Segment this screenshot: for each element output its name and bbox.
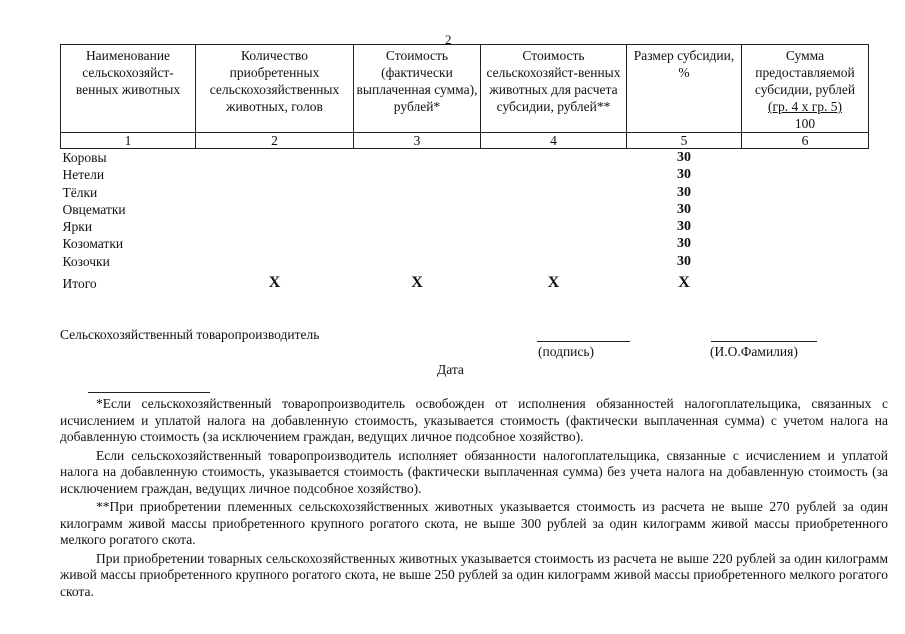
footnote-paragraph: **При приобретении племенных сельскохозяйственных животных указывается стоимость из расчета не выше 270 рублей за один килограмм живой массы приобретенного крупного рогатого скота, не выше 300 рублей за один килограмм живой массы приобретенного мелкого рогатого скота. (60, 499, 888, 547)
subsidy-percent: 30 (677, 236, 691, 252)
total-cross-mark: Х (411, 274, 423, 292)
subsidy-table (60, 44, 869, 293)
column-number: 3 (354, 133, 481, 149)
animal-name: Козоматки (62, 236, 124, 252)
footnote-paragraph: При приобретении товарных сельскохозяйственных животных указывается стоимость из расчета не выше 220 рублей за один килограмм живой массы приобретенного крупного рогатого скота, не выше 250 рублей за один килограмм живой массы приобретенного мелкого рогатого скота. (60, 550, 888, 599)
total-row (61, 270, 869, 293)
subsidy-percent: 30 (677, 184, 691, 200)
table-row (61, 235, 869, 252)
column-number: 2 (196, 133, 354, 149)
column-number-row (61, 133, 869, 149)
signature-caption: (подпись) (538, 344, 595, 359)
page-number: 2 (445, 32, 452, 47)
header-cost-paid: Стоимость (фактически выплаченная сумма), рублей* (354, 45, 481, 133)
subsidy-percent: 30 (677, 253, 691, 269)
animal-name: Овцематки (62, 201, 126, 217)
total-cross-mark: Х (268, 274, 281, 292)
column-number: 6 (742, 133, 869, 149)
header-quantity: Количество приобретенных сельскохозяйственных животных, голов (196, 45, 354, 133)
subsidy-percent: 30 (677, 201, 691, 217)
subsidy-percent: 30 (677, 150, 691, 165)
table-row (61, 201, 869, 218)
footnote-paragraph: Если сельскохозяйственный товаропроизводитель исполняет обязанности налогоплательщика, связанные с исчислением и уплатой налога на добавленную стоимость, указывается стоимость (фактически выплаченная сумма) без учета налога на добавленную стоимость (за исключением граждан, ведущих личное подсобное хозяйство). (60, 447, 888, 496)
animal-name: Коровы (62, 150, 107, 165)
subsidy-percent: 30 (677, 219, 691, 235)
total-label: Итого (62, 275, 97, 291)
header-cost-for-subsidy: Стоимость сельскохозяйст-венных животных для расчета субсидии, рублей** (481, 45, 627, 133)
column-number: 4 (481, 133, 627, 149)
table-row (61, 166, 869, 183)
header-subsidy-formula: (гр. 4 х гр. 5) (767, 99, 843, 114)
column-number: 1 (61, 133, 196, 149)
footnote-separator (88, 392, 210, 393)
header-row (61, 45, 869, 133)
footnote-paragraph: *Если сельскохозяйственный товаропроизводитель освобожден от исполнения обязанностей налогоплательщика, связанных с исчислением и уплатой налога на добавленную стоимость, указывается стоимость (фактически выплаченная сумма) с учетом налога на добавленную стоимость (за исключением граждан, ведущих личное подсобное хозяйство). (60, 396, 888, 444)
table-row (61, 218, 869, 235)
animal-name: Нетели (62, 167, 105, 183)
header-subsidy-percent: Размер субсидии, % (627, 45, 742, 133)
name-line (711, 341, 817, 342)
total-cross-mark: Х (547, 274, 560, 292)
animal-name: Козочки (62, 253, 110, 269)
date-label: Дата (437, 362, 464, 377)
signature-line (537, 341, 630, 342)
total-cross-mark: Х (678, 274, 690, 292)
table-row (61, 149, 869, 167)
table-row (61, 184, 869, 201)
column-number: 5 (627, 133, 742, 149)
table-row (61, 253, 869, 270)
header-animal-name: Наименование сельскохозяйст-венных животных (61, 45, 196, 133)
header-subsidy-amount-label: Сумма предоставляемой субсидии, рублей (754, 48, 856, 97)
header-subsidy-amount (742, 45, 869, 133)
footnotes (60, 396, 888, 602)
producer-label: Сельскохозяйственный товаропроизводитель (60, 327, 320, 342)
header-subsidy-divisor: 100 (794, 116, 816, 131)
subsidy-percent: 30 (677, 167, 691, 183)
animal-name: Ярки (62, 219, 93, 235)
animal-name: Тёлки (62, 184, 98, 200)
name-caption: (И.О.Фамилия) (710, 344, 798, 359)
